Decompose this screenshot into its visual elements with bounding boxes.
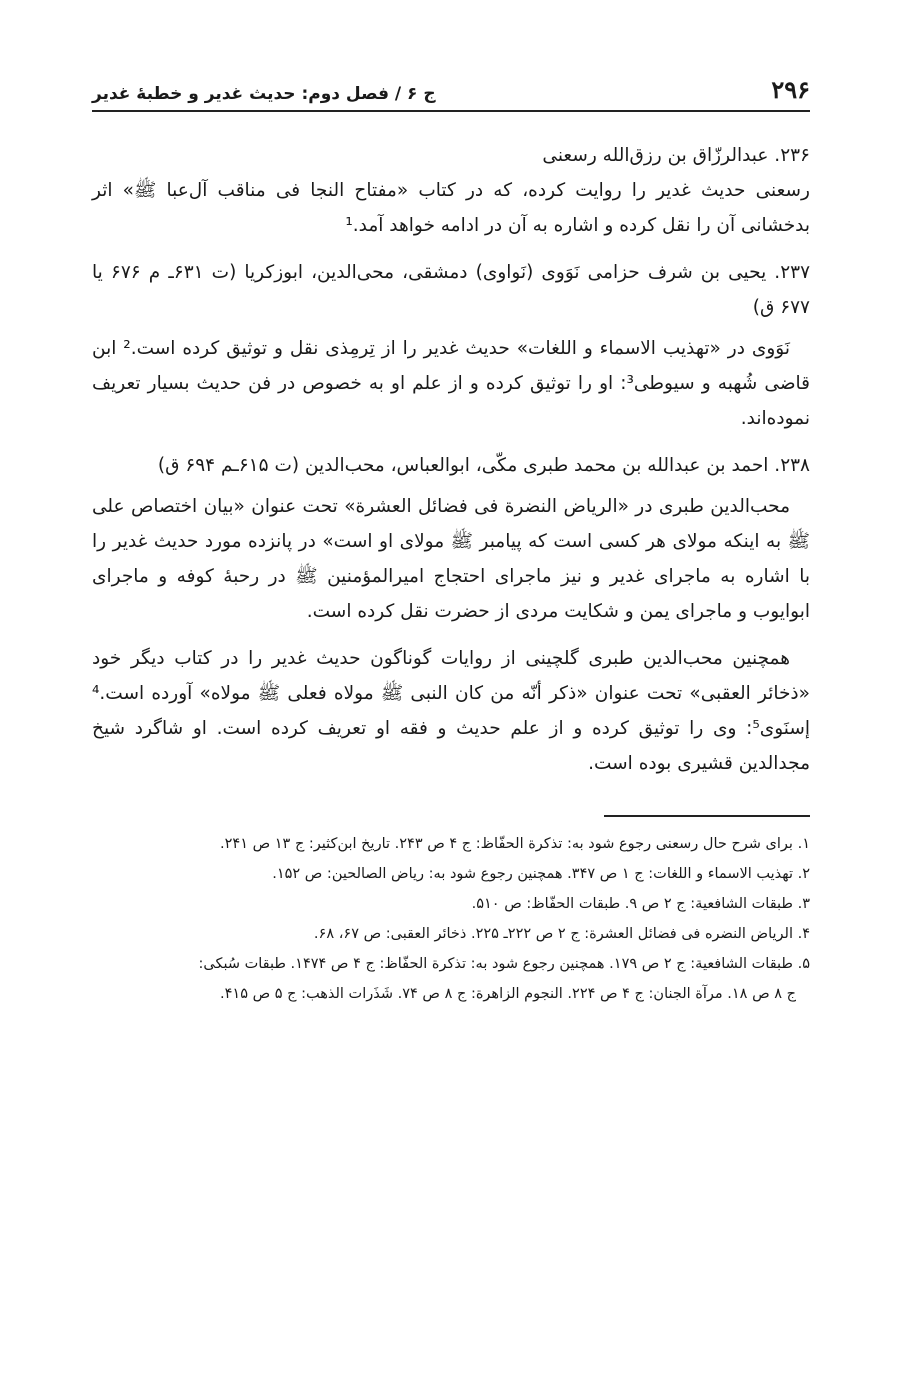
entry-title: ۲۳۷. یحیی بن شرف حزامی نَوَوی (نَواوی) دمشقی، محی‌الدین، ابوزکریا (ت ۶۳۱ـ م ۶۷۶ یا ۶۷۷ ق) (92, 262, 811, 318)
entry-title: ۲۳۸. احمد بن عبدالله بن محمد طبری مکّی، ابوالعباس، محب‌الدین (ت ۶۱۵ـم ۶۹۴ ق) (157, 455, 810, 476)
footnote: ۱. برای شرح حال رسعنی رجوع شود به: تذکرة الحفّاظ: ج ۴ ص ۲۴۳. تاریخ ابن‌کثیر: ج ۱۳ ص ۲۴۱. (220, 836, 810, 852)
paragraph: رسعنی حدیث غدیر را روایت کرده، که در کتاب «مفتاح النجا فی مناقب آل‌عبا ﷺ» اثر بدخشانی آن را نقل کرده و اشاره به آن در ادامه خواهد آمد.¹ (92, 180, 810, 236)
entry-title: ۲۳۶. عبدالرزّاق بن رزق‌الله رسعنی (542, 145, 810, 166)
running-title: ج ۶ / فصل دوم: حدیث غدیر و خطبهٔ غدیر (92, 84, 436, 104)
footnote: ۲. تهذیب الاسماء و اللغات: ج ۱ ص ۳۴۷. همچنین رجوع شود به: ریاض الصالحین: ص ۱۵۲. (272, 866, 810, 882)
page-number: ۲۹۶ (771, 75, 810, 104)
main-text (92, 138, 810, 781)
paragraph: محب‌الدین طبری در «الریاض النضرة فی فضائل العشرة» تحت عنوان «بیان اختصاص علی ﷺ به اینکه مولای هر کسی است که پیامبر ﷺ مولای او است» در پانزده مورد حدیث غدیر را با اشاره به ماجرای غدیر و نیز ماجرای احتجاج امیرالمؤمنین ﷺ در رحبهٔ کوفه و ماجرای ابوایوب و ماجرای یمن و شکایت مردی از حضرت نقل کرده است. (92, 496, 810, 622)
footnote-continuation: ج ۸ ص ۱۸. مرآة الجنان: ج ۴ ص ۲۲۴. النجوم الزاهرة: ج ۸ ص ۷۴. شَذَرات الذهب: ج ۵ ص ۴۱۵. (220, 986, 796, 1002)
footnote: ۵. طبقات الشافعیة: ج ۲ ص ۱۷۹. همچنین رجوع شود به: تذکرة الحفّاظ: ج ۴ ص ۱۴۷۴. طبقات سُبکی: (198, 956, 810, 972)
footnotes (92, 829, 810, 1009)
footnote-divider (604, 815, 810, 817)
paragraph: همچنین محب‌الدین طبری گلچینی از روایات گوناگون حدیث غدیر را در کتاب دیگر خود «ذخائر العقبی» تحت عنوان «ذکر أنّه من کان النبی ﷺ مولاه فعلی ﷺ مولاه» آورده است.⁴ إسنَوی⁵: وی را توثیق کرده و از علم حدیث و فقه او تعریف کرده است. او شاگرد شیخ مجدالدین قشیری بوده است. (92, 648, 810, 774)
book-page (92, 60, 810, 1009)
footnote: ۳. طبقات الشافعیة: ج ۲ ص ۹. طبقات الحفّاظ: ص ۵۱۰. (471, 896, 810, 912)
paragraph: نَوَوی در «تهذیب الاسماء و اللغات» حدیث غدیر را از تِرمِذی نقل و توثیق کرده است.² ابن قاضی شُهبه و سیوطی³: او را توثیق کرده و از علم او به خصوص در فن حدیث بسیار تعریف نموده‌اند. (92, 338, 811, 429)
page-header (92, 60, 810, 112)
footnote: ۴. الریاض النضره فی فضائل العشرة: ج ۲ ص ۲۲۲ـ ۲۲۵. ذخائر العقبی: ص ۶۷، ۶۸. (313, 926, 810, 942)
